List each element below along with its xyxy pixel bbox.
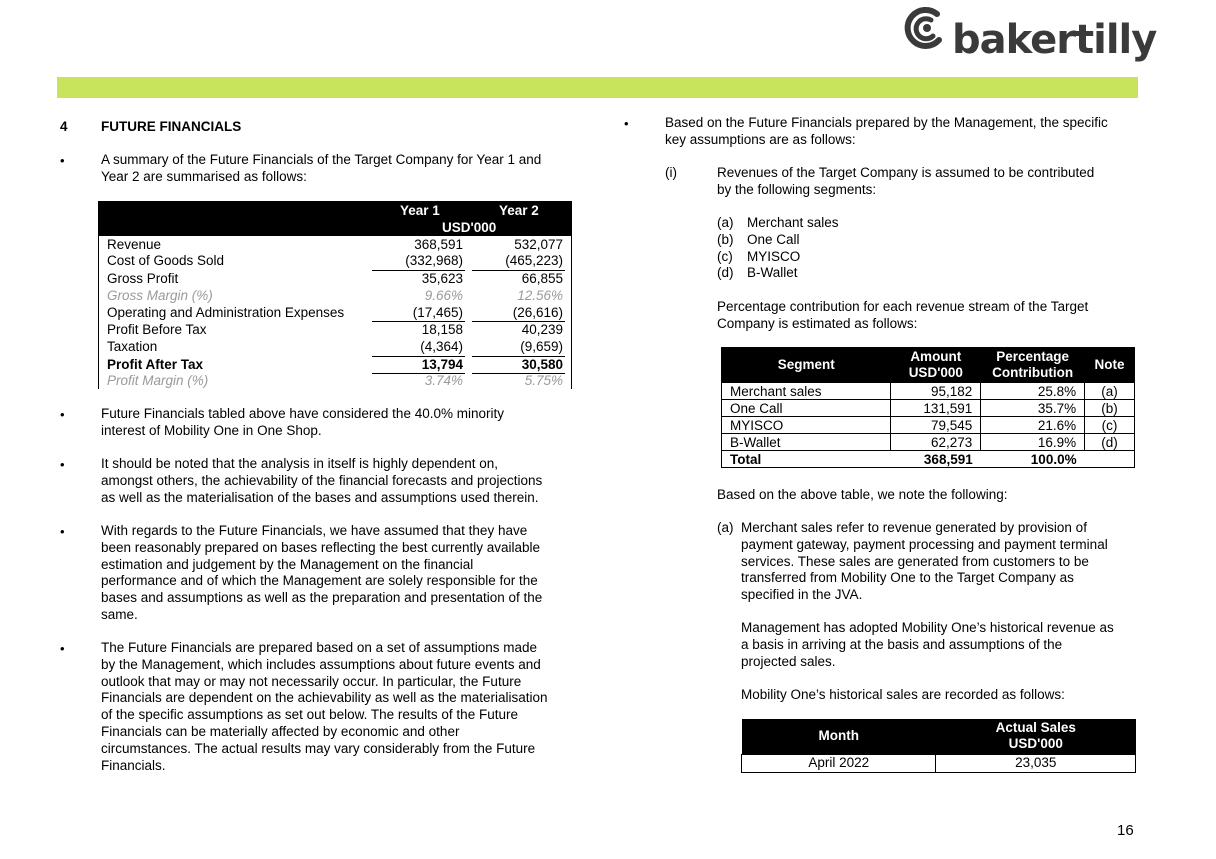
accent-band <box>57 77 1138 98</box>
item-marker: (i) <box>665 165 677 180</box>
historical-basis-note: Management has adopted Mobility One’s historical revenue as a basis in arriving at the basis and assumptions of the projected sales. <box>741 620 1114 669</box>
col-year1: Year 1 <box>400 203 440 218</box>
col-segment: Segment <box>722 348 891 383</box>
logo-mark-icon <box>903 6 945 52</box>
col-percentage: Percentage Contribution <box>981 348 1085 383</box>
list-item: (b) One Call <box>717 231 800 247</box>
table-body <box>98 236 572 389</box>
basis-paragraph: The Future Financials are prepared based on a set of assumptions made by the Management, which includes assumptions about future events and outlook that may or may not necessarily occur. In particular, the Future Financials are dependent on the achievability as well as the materialisation of the specific assumptions as set out below. The results of the Future Financials can be materially affected by economic and other circumstances. The actual results may vary considerably from the Future Financials. <box>101 640 548 773</box>
col-year2: Year 2 <box>499 203 539 218</box>
section-number: 4 <box>60 119 68 134</box>
notes-intro: Based on the above table, we note the following: <box>717 487 1008 502</box>
table-row: April 2022 23,035 <box>742 754 1136 772</box>
bullet: • <box>60 457 65 472</box>
table-header-row <box>742 719 1136 754</box>
table-row: Gross Profit 35,623 66,855 <box>107 271 563 286</box>
table-row: One Call 131,591 35.7% (b) <box>722 400 1135 417</box>
table-header-row <box>722 348 1135 383</box>
percentage-intro: Percentage contribution for each revenue stream of the Target Company is estimated as follows: <box>717 299 1089 331</box>
col-month: Month <box>742 719 936 754</box>
table-row: Profit Before Tax 18,158 40,239 <box>107 322 563 337</box>
col-note: Note <box>1085 348 1135 383</box>
minority-interest-paragraph: Future Financials tabled above have considered the 40.0% minority interest of Mobility One in One Shop. <box>101 406 504 438</box>
intro-paragraph: A summary of the Future Financials of the Target Company for Year 1 and Year 2 are summarised as follows: <box>101 152 542 184</box>
bullet: • <box>60 641 65 656</box>
table-row: B-Wallet 62,273 16.9% (d) <box>722 434 1135 451</box>
bullet: • <box>60 153 65 168</box>
bullet: • <box>60 407 65 422</box>
table-row: MYISCO 79,545 21.6% (c) <box>722 417 1135 434</box>
segments-list <box>717 215 839 282</box>
col-amount: Amount USD'000 <box>891 348 981 383</box>
bakertilly-logo <box>903 6 1157 68</box>
segment-contribution-table <box>721 347 1135 468</box>
list-item: (c) MYISCO <box>717 248 801 264</box>
col-unit: USD'000 <box>442 220 497 235</box>
page-number: 16 <box>1117 822 1134 839</box>
table-row: Taxation (4,364) (9,659) <box>107 339 563 354</box>
table-total-row: Total 368,591 100.0% <box>722 451 1135 468</box>
table-row: Revenue 368,591 532,077 <box>107 237 563 252</box>
table-header <box>98 201 572 236</box>
table-row: Merchant sales 95,182 25.8% (a) <box>722 383 1135 400</box>
table-row: Cost of Goods Sold (332,968) (465,223) <box>107 253 563 268</box>
table-row: Gross Margin (%) 9.66% 12.56% <box>107 288 563 303</box>
table-row: Profit After Tax 13,794 30,580 <box>107 357 563 372</box>
note-marker: (a) <box>717 520 734 535</box>
merchant-sales-note: Merchant sales refer to revenue generated by provision of payment gateway, payment processing and payment terminal services. These sales are generated from customers to be transferred from Mobility One to the Target Company as specified in the JVA. <box>741 520 1108 603</box>
list-item: (a) Merchant sales <box>717 215 839 230</box>
dependency-paragraph: It should be noted that the analysis in itself is highly dependent on, amongst others, the achievability of the financial forecasts and projections as well as the materialisation of the bases and assumptions used therein. <box>101 456 543 505</box>
list-item: (d) B-Wallet <box>717 265 798 281</box>
bullet: • <box>624 116 629 131</box>
col-actual-sales: Actual Sales USD'000 <box>936 719 1136 754</box>
bullet: • <box>60 524 65 539</box>
table-row: Operating and Administration Expenses (17,465) (26,616) <box>107 305 563 320</box>
historical-sales-intro: Mobility One’s historical sales are recorded as follows: <box>741 687 1065 702</box>
revenue-segments-paragraph: Revenues of the Target Company is assumed to be contributed by the following segments: <box>717 165 1095 197</box>
section-title: FUTURE FINANCIALS <box>101 119 242 134</box>
table-row: Profit Margin (%) 3.74% 5.75% <box>107 373 563 388</box>
assumptions-paragraph: With regards to the Future Financials, we have assumed that they have been reasonably prepared on bases reflecting the best currently available estimation and judgement by the Management on the financial performance and of which the Management are solely responsible for the bases and assumptions as well as the preparation and presentation of the same. <box>101 523 543 622</box>
historical-sales-table <box>741 719 1136 773</box>
key-assumptions-intro: Based on the Future Financials prepared by the Management, the specific key assumptions are as follows: <box>665 115 1108 147</box>
future-financials-table <box>98 201 572 389</box>
logo-wordmark: bakertilly <box>952 17 1157 63</box>
